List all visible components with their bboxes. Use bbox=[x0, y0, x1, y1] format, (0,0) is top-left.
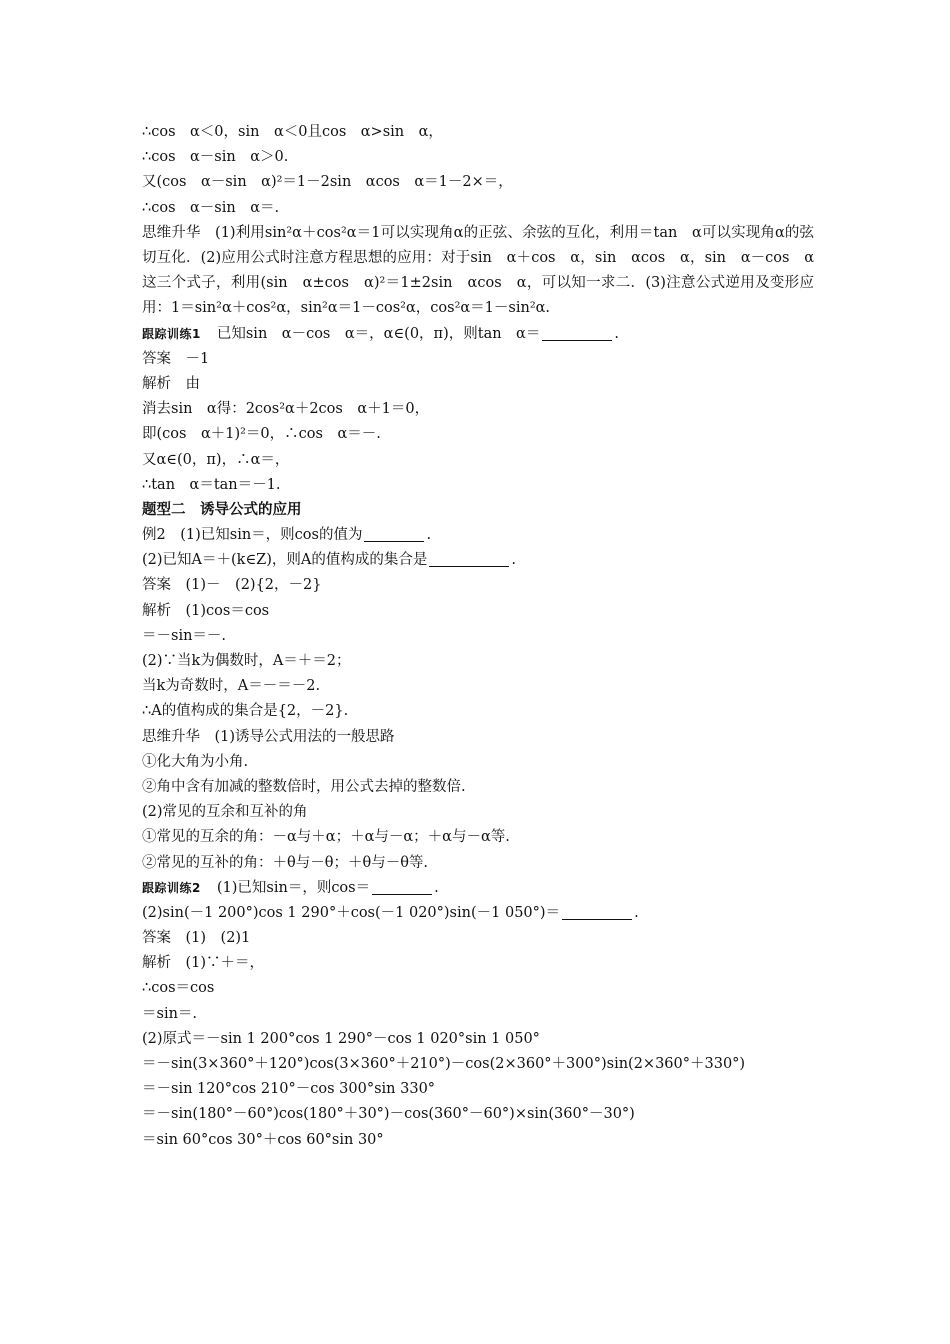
answer-blank bbox=[372, 878, 432, 895]
text-line: ①化大角为小角. bbox=[142, 753, 249, 770]
text-line: 当k为奇数时，A＝－＝－2. bbox=[142, 678, 321, 695]
example-2-part-2: (2)已知A＝＋(k∈Z)，则A的值构成的集合是 . bbox=[142, 552, 516, 569]
answer-blank bbox=[562, 903, 632, 920]
text-line: 解析 (1)cos＝cos bbox=[142, 602, 270, 619]
section-heading: 题型二 诱导公式的应用 bbox=[142, 501, 302, 518]
text-line: ∴tan α＝tan＝－1. bbox=[142, 476, 281, 493]
answer-blank bbox=[542, 324, 612, 341]
text-paragraph: ＝－sin(3×360°＋120°)cos(3×360°＋210°)－cos(2×360°＋300°)sin(2×360°＋330°) bbox=[142, 1056, 746, 1072]
exercise-tag: 跟踪训练2 bbox=[142, 880, 201, 895]
text-line: ∴cos α－sin α＝. bbox=[142, 199, 280, 216]
text-line: ＝sin 60°cos 30°＋cos 60°sin 30° bbox=[142, 1131, 384, 1148]
text-line: 消去sin α得：2cos²α＋2cos α＋1＝0， bbox=[142, 401, 430, 418]
text-line: 又α∈(0，π)，∴α＝， bbox=[142, 451, 290, 468]
text-line: (2)常见的互余和互补的角 bbox=[142, 804, 308, 821]
text-line: ∴A的值构成的集合是{2，－2}. bbox=[142, 703, 349, 720]
text-line: ①常见的互余的角：－α与＋α；＋α与－α；＋α与－α等. bbox=[142, 829, 510, 846]
text-line: (2)∵当k为偶数时，A＝＋＝2； bbox=[142, 653, 351, 669]
text-line: ＝sin＝. bbox=[142, 1005, 198, 1022]
text-line: ＝－sin＝－. bbox=[142, 627, 227, 644]
text-line: 解析 由 bbox=[142, 375, 200, 392]
text-line: ∴cos＝cos bbox=[142, 980, 215, 997]
text-line: ②角中含有加减的整数倍时，用公式去掉的整数倍. bbox=[142, 778, 466, 795]
example-2-part-1: 例2 (1)已知sin＝，则cos的值为 . bbox=[142, 527, 432, 544]
text-line: 答案 (1)－ (2){2，－2} bbox=[142, 577, 322, 594]
follow-up-exercise-1: 跟踪训练1 已知sin α－cos α＝，α∈(0，π)，则tan α＝ . bbox=[142, 325, 619, 342]
follow-up-exercise-2: 跟踪训练2 (1)已知sin＝，则cos＝ . bbox=[142, 879, 439, 896]
text-line: 答案 －1 bbox=[142, 350, 210, 367]
summary-paragraph: 思维升华 (1)利用sin²α＋cos²α＝1可以实现角α的正弦、余弦的互化，利用＝tan α可以实现角α的弦切互化．(2)应用公式时注意方程思想的应用：对于sin α＋cos α，sin αcos α，sin α－cos α这三个式子，利用(sin α±cos α)²＝1±2sin αcos α，可以知一求二．(3)注意公式逆用及变形应用：1＝sin²α＋cos²α，sin²α＝1－cos²α，cos²α＝1－sin²α. bbox=[142, 224, 814, 317]
text-line: 思维升华 (1)诱导公式用法的一般思路 bbox=[142, 728, 395, 745]
text-line: (2)原式＝－sin 1 200°cos 1 290°－cos 1 020°sin 1 050° bbox=[142, 1030, 540, 1047]
answer-blank bbox=[429, 550, 509, 567]
text-line: ＝－sin 120°cos 210°－cos 300°sin 330° bbox=[142, 1081, 436, 1098]
text-line: 答案 (1) (2)1 bbox=[142, 930, 251, 947]
text-line: ∴cos α－sin α＞0. bbox=[142, 149, 289, 166]
text-line: 解析 (1)∵＋＝， bbox=[142, 955, 265, 972]
exercise-tag: 跟踪训练1 bbox=[142, 326, 201, 341]
answer-blank bbox=[364, 525, 424, 542]
text-line: 又(cos α－sin α)²＝1－2sin αcos α＝1－2×＝， bbox=[142, 174, 513, 191]
text-line: ②常见的互补的角：＋θ与－θ；＋θ与－θ等. bbox=[142, 854, 429, 871]
document-page bbox=[142, 120, 814, 1153]
text-line: ＝－sin(180°－60°)cos(180°＋30°)－cos(360°－60°)×sin(360°－30°) bbox=[142, 1106, 635, 1123]
text-line: 即(cos α＋1)²＝0，∴cos α＝－. bbox=[142, 426, 381, 443]
follow-up-exercise-2-part-2: (2)sin(－1 200°)cos 1 290°＋cos(－1 020°)sin(－1 050°)＝ . bbox=[142, 904, 639, 921]
text-line: ∴cos α＜0，sin α＜0且cos α>sin α， bbox=[142, 124, 443, 140]
exercise-text: 已知sin α－cos α＝，α∈(0，π)，则tan α＝ bbox=[216, 325, 541, 342]
